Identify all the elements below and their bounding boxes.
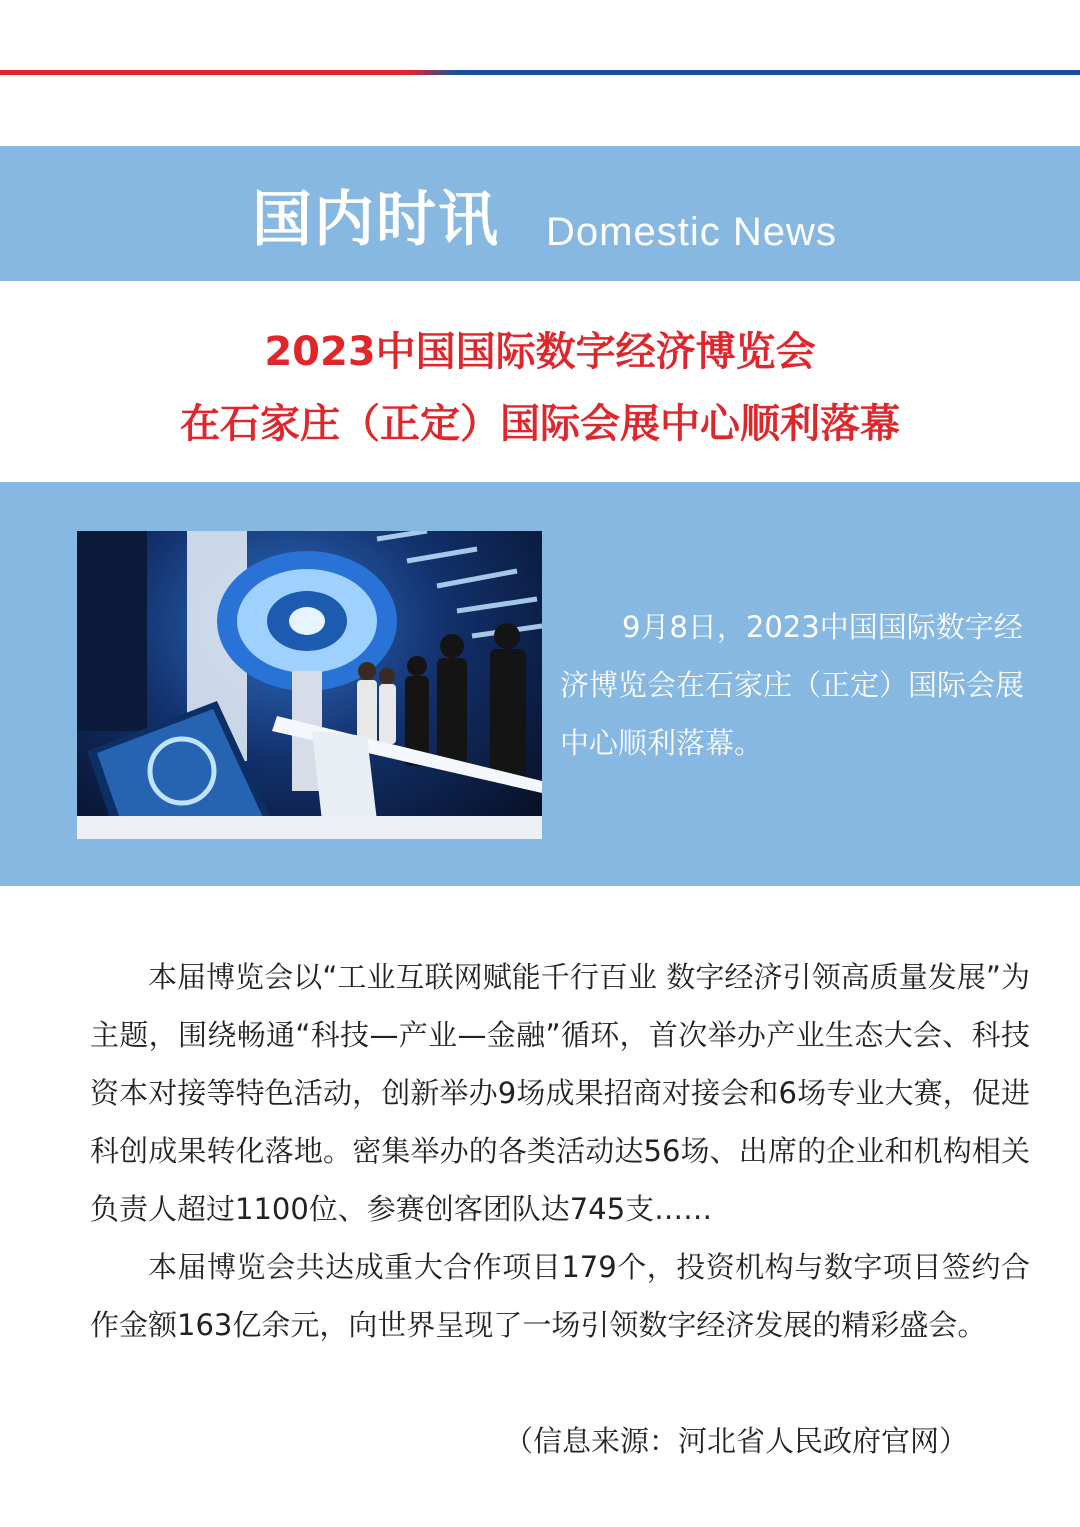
top-divider <box>0 70 1080 75</box>
exhibition-photo <box>77 531 542 839</box>
headline-line-1: 2023中国国际数字经济博览会 <box>264 329 816 375</box>
photo-caption-text: 9月8日，2023中国国际数字经济博览会在石家庄（正定）国际会展中心顺利落幕。 <box>560 610 1025 760</box>
section-header-band <box>0 146 1080 281</box>
article-paragraph-2: 本届博览会共达成重大合作项目179个，投资机构与数字项目签约合作金额163亿余元，向世界呈现了一场引领数字经济发展的精彩盛会。 <box>90 1250 1030 1342</box>
section-title-cn: 国内时讯 <box>252 185 500 255</box>
source-attribution: （信息来源：河北省人民政府官网） <box>503 1424 968 1458</box>
section-title-en: Domestic News <box>546 210 837 254</box>
article-paragraph-1: 本届博览会以“工业互联网赋能千行百业 数字经济引领高质量发展”为主题，围绕畅通“科技—产业—金融”循环，首次举办产业生态大会、科技资本对接等特色活动，创新举办9场成果招商对接会和6场专业大赛，促进科创成果转化落地。密集举办的各类活动达56场、出席的企业和机构相关负责人超过1100位、参赛创客团队达745支…… <box>90 960 1030 1226</box>
article-body <box>90 948 1030 1354</box>
headline-line-2: 在石家庄（正定）国际会展中心顺利落幕 <box>180 401 900 447</box>
photo-caption <box>560 598 1040 772</box>
exhibition-photo-illustration <box>77 531 542 839</box>
